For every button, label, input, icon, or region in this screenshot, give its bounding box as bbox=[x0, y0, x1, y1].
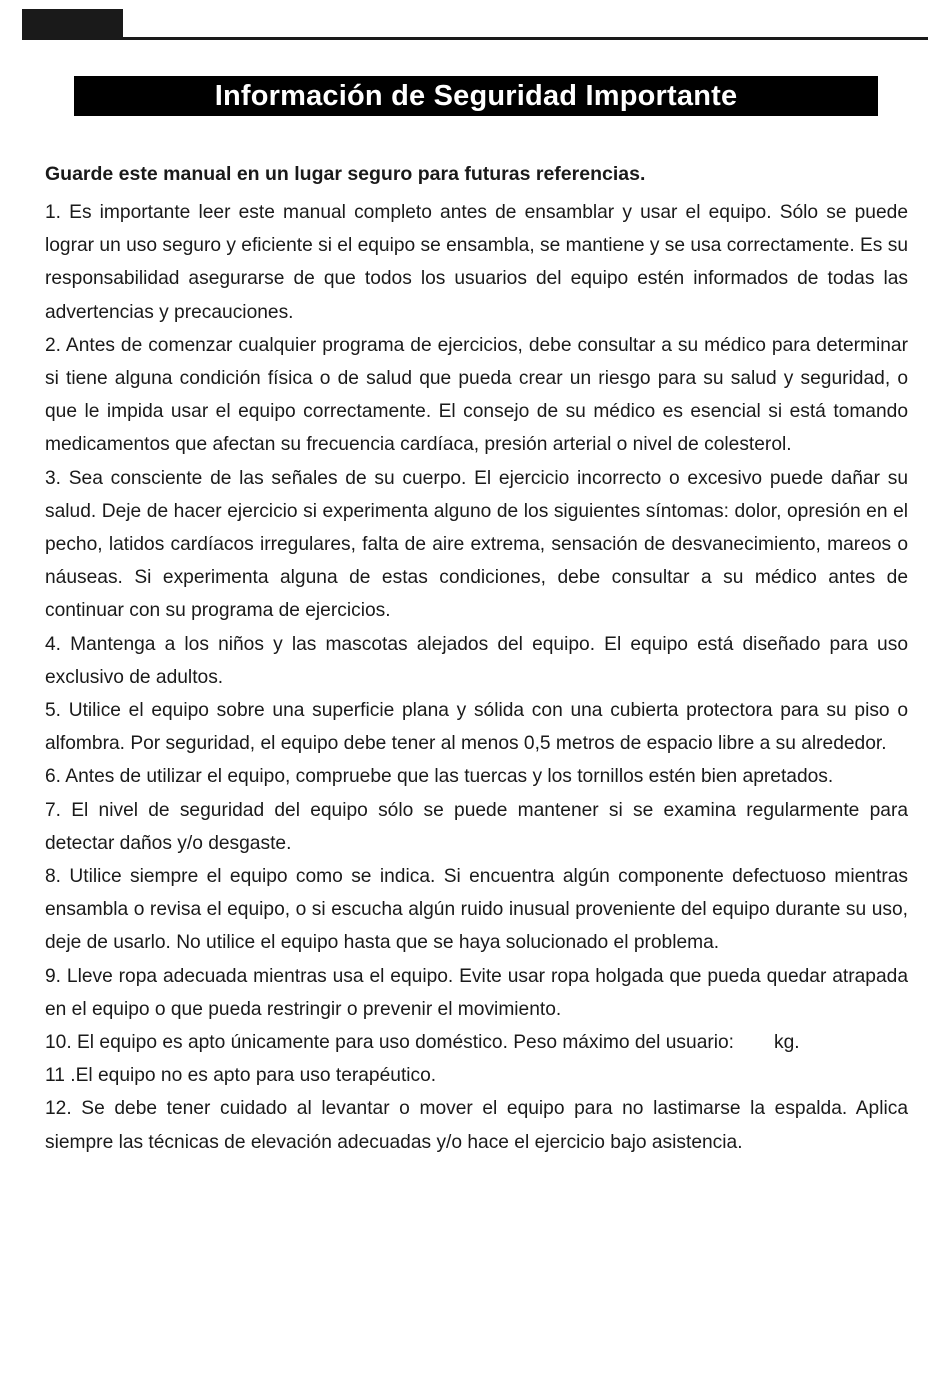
safety-item-8: 8. Utilice siempre el equipo como se indica. Si encuentra algún componente defectuoso mientras ensambla o revisa el equipo, o si escucha algún ruido inusual proveniente del equipo durante su uso, deje de usarlo. No utilice el equipo hasta que se haya solucionado el problema. bbox=[45, 866, 908, 954]
safety-item-10 bbox=[45, 1026, 908, 1059]
header-rule bbox=[22, 37, 928, 40]
safety-item-5: 5. Utilice el equipo sobre una superficie plana y sólida con una cubierta protectora para su piso o alfombra. Por seguridad, el equipo debe tener al menos 0,5 metros de espacio libre a su alrededor. bbox=[45, 700, 908, 755]
safety-item-6: 6. Antes de utilizar el equipo, compruebe que las tuercas y los tornillos estén bien apretados. bbox=[45, 766, 834, 788]
safety-item-1: 1. Es importante leer este manual completo antes de ensamblar y usar el equipo. Sólo se puede lograr un uso seguro y eficiente si el equipo se ensambla, se mantiene y se usa correctamente. Es su responsabilidad asegurarse de que todos los usuarios del equipo estén informados de todas las advertencias y precauciones. bbox=[45, 202, 908, 323]
safety-item-10-text: 10. El equipo es apto únicamente para uso doméstico. Peso máximo del usuario: bbox=[45, 1032, 735, 1054]
intro-text: Guarde este manual en un lugar seguro para futuras referencias. bbox=[45, 163, 646, 185]
header-corner-tab bbox=[22, 9, 123, 38]
safety-item-3: 3. Sea consciente de las señales de su cuerpo. El ejercicio incorrecto o excesivo puede dañar su salud. Deje de hacer ejercicio si experimenta alguno de los siguientes síntomas: dolor, opresión en el pecho, latidos cardíacos irregulares, falta de aire extrema, sensación de desvanecimiento, mareos o náuseas. Si experimenta alguna de estas condiciones, debe consultar a su médico antes de continuar con su programa de ejercicios. bbox=[45, 467, 908, 622]
safety-content bbox=[45, 160, 908, 1159]
safety-item-9: 9. Lleve ropa adecuada mientras usa el equipo. Evite usar ropa holgada que pueda quedar atrapada en el equipo o que pueda restringir o prevenir el movimiento. bbox=[45, 965, 908, 1020]
safety-item-4: 4. Mantenga a los niños y las mascotas alejados del equipo. El equipo está diseñado para uso exclusivo de adultos. bbox=[45, 633, 908, 688]
safety-item-2: 2. Antes de comenzar cualquier programa de ejercicios, debe consultar a su médico para determinar si tiene alguna condición física o de salud que pueda crear un riesgo para su salud y seguridad, o que le impida usar el equipo correctamente. El consejo de su médico es esencial si está tomando medicamentos que afectan su frecuencia cardíaca, presión arterial o nivel de colesterol. bbox=[45, 334, 908, 456]
safety-item-12: 12. Se debe tener cuidado al levantar o mover el equipo para no lastimarse la espalda. Aplica siempre las técnicas de elevación adecuadas y/o hace el ejercicio bajo asistencia. bbox=[45, 1098, 908, 1153]
safety-item-7: 7. El nivel de seguridad del equipo sólo se puede mantener si se examina regularmente para detectar daños y/o desgaste. bbox=[45, 799, 908, 854]
safety-item-11: 11 .El equipo no es apto para uso terapéutico. bbox=[45, 1065, 437, 1087]
page-title: Información de Seguridad Importante bbox=[74, 76, 878, 116]
max-weight-unit: kg. bbox=[774, 1032, 800, 1054]
